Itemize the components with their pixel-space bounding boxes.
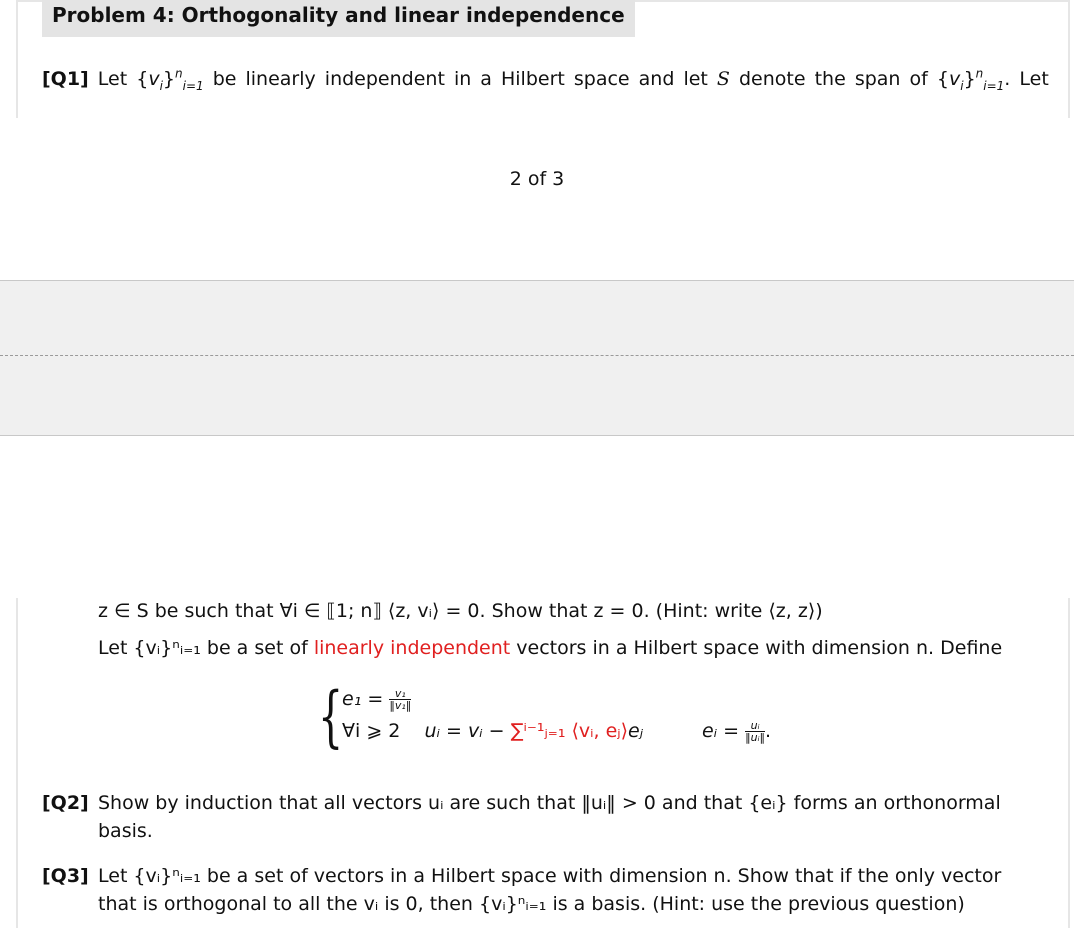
q1-span-symbol: S [716,68,730,90]
q2-text: Show by induction that all vectors uᵢ are such that ‖uᵢ‖ > 0 and that {eᵢ} forms an orthonormal [98,792,1001,814]
q1-set-1: $\{v_i\}^n_{i=1}$ [136,66,204,93]
def-text-pre: Let {vᵢ}ⁿᵢ₌₁ be a set of [98,637,308,659]
q1-text-middle: be linearly independent in a Hilbert space and let [212,68,708,90]
problem-title: Problem 4: Orthogonality and linear independence [42,0,635,37]
page-divider [0,355,1074,356]
forall-condition: ∀i ⩾ 2 [342,720,401,742]
system-row-ui [342,720,643,742]
def-highlight: linearly independent [313,637,511,659]
definition-line [98,637,1002,659]
ui-lhs: uᵢ = vᵢ − [424,720,505,742]
ei-fraction [745,720,765,743]
ei-lhs: eᵢ = [702,720,740,742]
q2-text-cont: basis. [98,820,153,842]
page-indicator: 2 of 3 [509,168,565,190]
ej-term: eⱼ [628,720,644,742]
sum-term: ∑ⁱ⁻¹ⱼ₌₁ ⟨vᵢ, eⱼ⟩ [510,720,629,742]
q1-text-span: denote the span of [739,68,928,90]
e1-denominator: ‖v₁‖ [389,699,412,712]
e1-lhs: e₁ = [342,688,384,710]
e1-numerator: v₁ [389,688,411,700]
ei-denominator: ‖uᵢ‖ [745,731,766,744]
q1-text-end: . Let [1004,68,1049,90]
ei-end: . [765,720,772,742]
q3-label: [Q3] [42,865,89,887]
left-brace: { [318,678,344,755]
question-2 [42,789,1042,845]
q3-text: Let {vᵢ}ⁿᵢ₌₁ be a set of vectors in a Hilbert space with dimension n. Show that if the only vector [98,865,1002,887]
system-row-e1 [342,688,411,711]
question-3 [42,862,1052,918]
page-gap [0,280,1074,436]
def-text-post: vectors in a Hilbert space with dimension n. Define [516,637,1003,659]
ei-numerator: uᵢ [745,720,765,732]
q1-continuation: z ∈ S be such that ∀i ∈ ⟦1; n⟧ ⟨z, vᵢ⟩ = 0. Show that z = 0. (Hint: write ⟨z, z⟩) [98,600,823,622]
q1-set-2: $\{v_i\}^n_{i=1}$ [936,66,1005,93]
gram-schmidt-system [318,678,818,758]
q1-text-let: Let [97,68,128,90]
e1-fraction [389,688,411,711]
question-1 [42,66,1049,93]
q1-label: [Q1] [42,68,89,90]
q2-label: [Q2] [42,792,89,814]
q3-text-cont: that is orthogonal to all the vᵢ is 0, then {vᵢ}ⁿᵢ₌₁ is a basis. (Hint: use the previous question) [98,893,965,915]
system-row-ei [702,720,771,743]
